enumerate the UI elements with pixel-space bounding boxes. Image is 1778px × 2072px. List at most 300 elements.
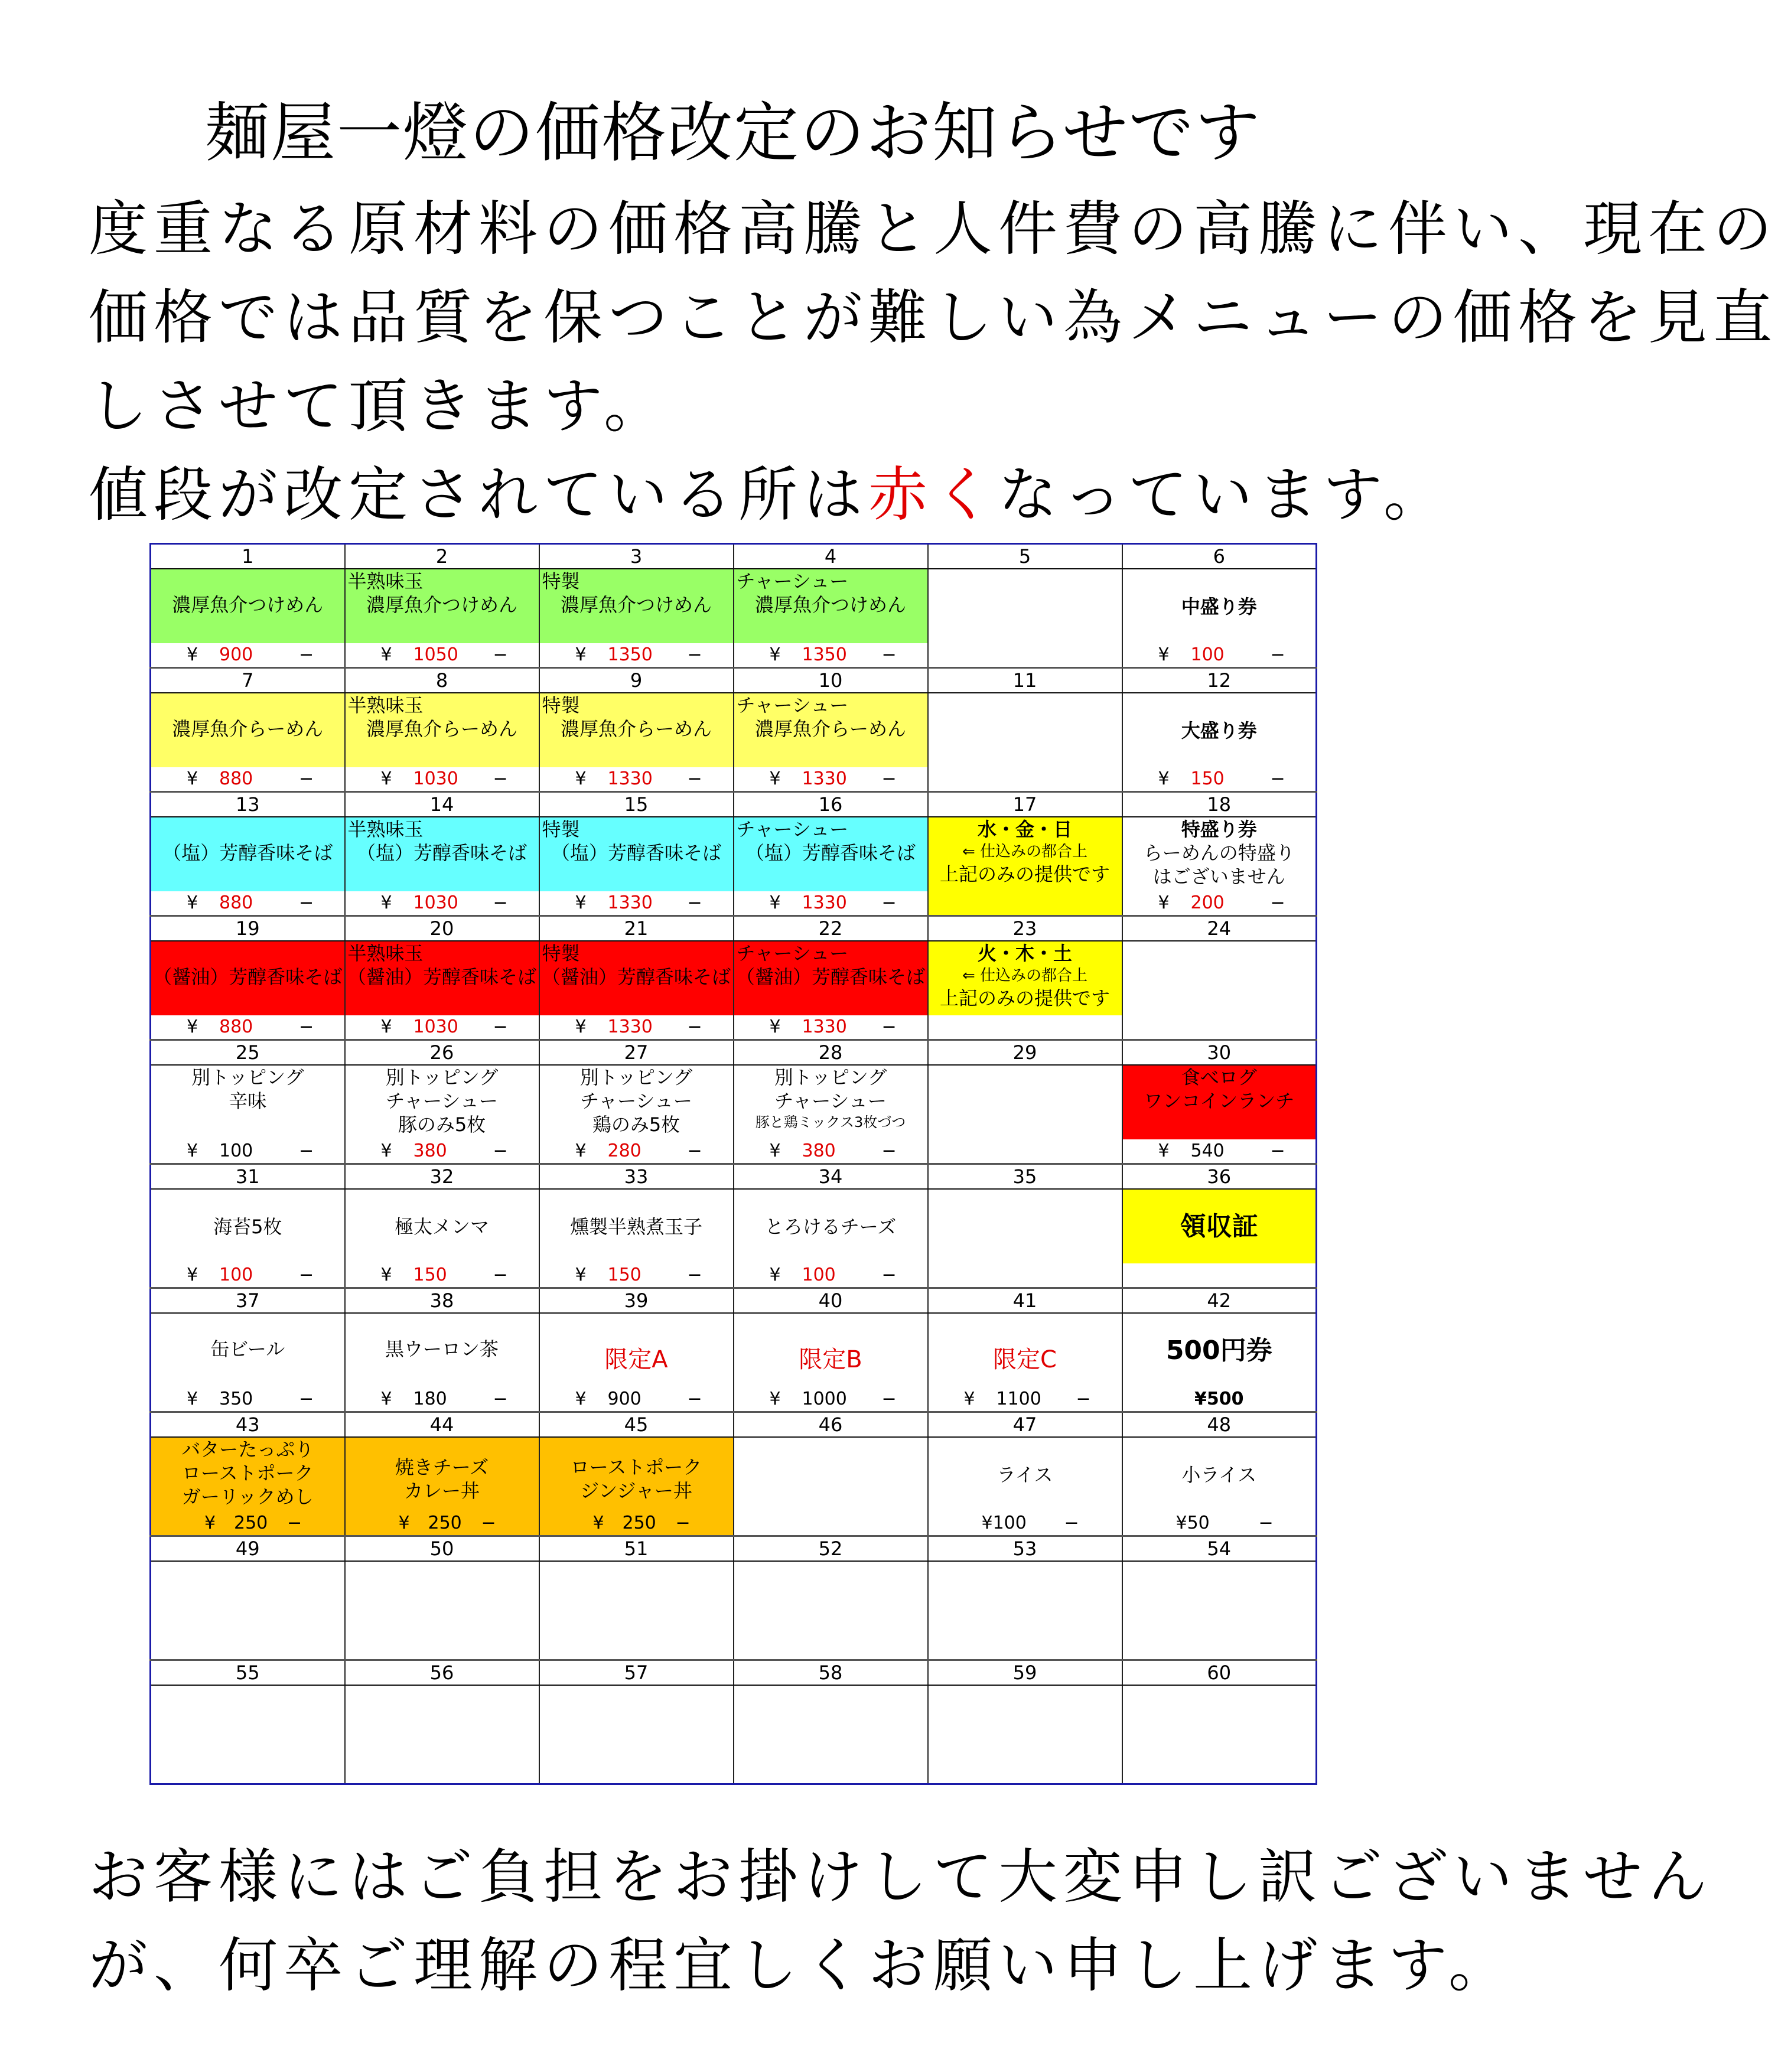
- menu-slot[interactable]: [1122, 941, 1317, 1015]
- yen-sign: ¥: [187, 768, 198, 789]
- menu-slot-number: 21: [539, 916, 734, 941]
- menu-slot[interactable]: [539, 817, 734, 891]
- yen-sign: ¥: [769, 768, 781, 789]
- menu-slot[interactable]: [539, 1313, 734, 1387]
- menu-slot-number: 26: [345, 1040, 539, 1066]
- price-dash: −: [1270, 892, 1285, 913]
- yen-sign: ¥: [380, 1265, 392, 1285]
- menu-price: [151, 891, 345, 916]
- price-dash: −: [299, 1141, 314, 1161]
- menu-slot-number: 46: [734, 1412, 928, 1438]
- menu-item-line: 別トッピング: [579, 1066, 693, 1089]
- menu-item-text: [1123, 817, 1316, 888]
- menu-price: [1122, 643, 1317, 668]
- menu-slot[interactable]: [151, 1189, 345, 1263]
- menu-item-name: ライス: [997, 1463, 1053, 1486]
- menu-item-name: （醤油）芳醇香味そば: [541, 966, 731, 988]
- menu-price-row: [151, 891, 1317, 916]
- menu-slot[interactable]: [734, 1189, 928, 1263]
- menu-item-name: 500円券: [1165, 1335, 1272, 1366]
- menu-slot-number: 14: [345, 792, 539, 817]
- price-amount: 380: [413, 1141, 447, 1161]
- menu-price: [345, 643, 539, 668]
- menu-price: [539, 1760, 734, 1784]
- menu-price: [734, 767, 928, 792]
- menu-slot[interactable]: [1122, 569, 1317, 643]
- menu-price: [928, 891, 1122, 916]
- menu-item-line: 豚と鶏ミックス3枚づつ: [755, 1114, 906, 1131]
- menu-slot[interactable]: [151, 693, 345, 767]
- menu-item-row: [151, 1065, 1317, 1139]
- menu-price: [151, 1387, 345, 1412]
- menu-price: [734, 1263, 928, 1288]
- menu-slot[interactable]: [345, 1561, 539, 1636]
- menu-slot[interactable]: [1122, 1313, 1317, 1387]
- menu-slot[interactable]: [928, 1065, 1122, 1139]
- menu-number-row: [151, 1040, 1317, 1066]
- menu-item-text: [151, 1438, 344, 1509]
- menu-item-prefix: 特製: [542, 818, 580, 840]
- menu-price: [1122, 1387, 1317, 1412]
- menu-slot[interactable]: [151, 1437, 345, 1511]
- menu-slot-number: 16: [734, 792, 928, 817]
- menu-item-name: （塩）芳醇香味そば: [356, 842, 527, 864]
- menu-number-row: [151, 1288, 1317, 1314]
- menu-item-line: 辛味: [229, 1090, 267, 1112]
- price-amount: 540: [1190, 1141, 1225, 1161]
- menu-slot-number: 18: [1122, 792, 1317, 817]
- menu-slot[interactable]: [734, 1685, 928, 1760]
- menu-slot[interactable]: [734, 1313, 928, 1387]
- price-amount: 1330: [607, 768, 653, 789]
- menu-slot[interactable]: [539, 1685, 734, 1760]
- menu-number-row: [151, 1412, 1317, 1438]
- menu-price: [734, 891, 928, 916]
- yen-sign: ¥: [575, 644, 587, 665]
- menu-item-name: とろけるチーズ: [764, 1215, 897, 1238]
- menu-slot[interactable]: [345, 1437, 539, 1511]
- menu-slot[interactable]: [734, 941, 928, 1015]
- menu-slot[interactable]: [539, 1189, 734, 1263]
- menu-item-text: [540, 1455, 733, 1503]
- menu-slot[interactable]: [539, 1437, 734, 1511]
- price-amount: 1330: [802, 1017, 847, 1037]
- intro-line-3: しさせて頂きます。: [89, 372, 669, 441]
- menu-price-row: [151, 1511, 1317, 1536]
- menu-slot[interactable]: [539, 941, 734, 1015]
- menu-slot-number: 33: [539, 1164, 734, 1190]
- menu-slot-number: 7: [151, 668, 345, 693]
- price-amount: 280: [607, 1141, 641, 1161]
- menu-item-name: 濃厚魚介らーめん: [754, 718, 906, 740]
- menu-item-line: ジンジャー丼: [580, 1480, 692, 1502]
- price-amount: 150: [607, 1265, 641, 1285]
- menu-slot[interactable]: [734, 817, 928, 891]
- menu-slot-number: 22: [734, 916, 928, 941]
- price-dash: −: [881, 1141, 897, 1161]
- menu-slot-number: 20: [345, 916, 539, 941]
- menu-item-text: [734, 1314, 927, 1387]
- menu-item-name: 黒ウーロン茶: [385, 1338, 499, 1360]
- menu-slot-number: 6: [1122, 544, 1317, 569]
- price-dash: −: [881, 1017, 897, 1037]
- menu-slot[interactable]: [539, 569, 734, 643]
- menu-item-text: [540, 1314, 733, 1387]
- menu-slot[interactable]: [1122, 1065, 1317, 1139]
- menu-slot-number: 31: [151, 1164, 345, 1190]
- menu-slot[interactable]: [345, 1189, 539, 1263]
- price-dash: −: [687, 768, 702, 789]
- menu-item-line: チャーシュー: [580, 1090, 692, 1112]
- menu-price: [734, 1015, 928, 1040]
- menu-slot[interactable]: [734, 693, 928, 767]
- menu-slot-number: 49: [151, 1536, 345, 1562]
- menu-price: [345, 1263, 539, 1288]
- menu-item-text: [734, 1066, 927, 1132]
- menu-price: [734, 1760, 928, 1784]
- price-dash: −: [299, 1265, 314, 1285]
- menu-slot-number: 60: [1122, 1660, 1317, 1686]
- menu-item-line: バターたっぷり: [181, 1438, 314, 1461]
- menu-slot[interactable]: [1122, 1561, 1317, 1636]
- price-dash: −: [675, 1513, 691, 1533]
- yen-sign: ¥: [769, 1265, 781, 1285]
- menu-slot[interactable]: [151, 941, 345, 1015]
- menu-item-name: 中盛り券: [1181, 595, 1257, 618]
- menu-item-prefix: 特製: [542, 694, 580, 716]
- menu-item-prefix: チャーシュー: [736, 818, 849, 840]
- price-dash: −: [493, 1141, 508, 1161]
- menu-item-name: 濃厚魚介つけめん: [754, 594, 906, 616]
- menu-price: [345, 1760, 539, 1784]
- menu-slot[interactable]: [1122, 1437, 1317, 1511]
- price-dash: −: [1270, 1141, 1285, 1161]
- menu-slot-number: 5: [928, 544, 1122, 569]
- price-amount: ¥500: [1194, 1389, 1244, 1409]
- menu-item-line: 上記のみの提供です: [939, 863, 1110, 885]
- menu-number-row: [151, 792, 1317, 817]
- price-amount: ¥100: [981, 1513, 1027, 1533]
- menu-slot[interactable]: [734, 1561, 928, 1636]
- menu-item-text: [346, 1455, 539, 1503]
- menu-number-row: [151, 1536, 1317, 1562]
- menu-slot-number: 29: [928, 1040, 1122, 1066]
- menu-slot[interactable]: [345, 817, 539, 891]
- price-dash: −: [481, 1513, 496, 1533]
- price-amount: 100: [1190, 644, 1225, 665]
- price-amount: 1000: [802, 1389, 847, 1409]
- menu-item-text: [151, 1190, 344, 1263]
- menu-slot[interactable]: [539, 1065, 734, 1139]
- menu-price: [151, 1760, 345, 1784]
- menu-slot[interactable]: [928, 1685, 1122, 1760]
- menu-item-text: [929, 1314, 1122, 1387]
- yen-sign: ¥: [963, 1389, 975, 1409]
- menu-item-line: 水・金・日: [977, 818, 1072, 840]
- price-amount: 200: [1190, 892, 1225, 913]
- menu-price: [539, 1139, 734, 1164]
- menu-item-line: ローストポーク: [570, 1456, 702, 1478]
- price-dash: −: [687, 892, 702, 913]
- menu-slot-number: 28: [734, 1040, 928, 1066]
- menu-item-prefix: [151, 569, 344, 593]
- menu-slot-number: 3: [539, 544, 734, 569]
- menu-slot[interactable]: [151, 817, 345, 891]
- menu-price: [928, 1511, 1122, 1536]
- menu-price-row: [151, 1760, 1317, 1784]
- menu-item-line: 別トッピング: [385, 1066, 499, 1089]
- yen-sign: ¥: [769, 1141, 781, 1161]
- yen-sign: ¥: [398, 1513, 410, 1533]
- yen-sign: ¥: [769, 644, 781, 665]
- menu-slot-number: 39: [539, 1288, 734, 1314]
- menu-slot-number: 25: [151, 1040, 345, 1066]
- menu-price-row: [151, 1387, 1317, 1412]
- price-dash: −: [299, 892, 314, 913]
- menu-price: [345, 767, 539, 792]
- yen-sign: ¥: [187, 1141, 198, 1161]
- menu-slot[interactable]: [734, 1065, 928, 1139]
- menu-slot[interactable]: [345, 941, 539, 1015]
- yen-sign: ¥: [592, 1513, 604, 1533]
- price-amount: 100: [802, 1265, 836, 1285]
- yen-sign: ¥: [1158, 644, 1170, 665]
- menu-price: [539, 643, 734, 668]
- menu-slot-number: 17: [928, 792, 1122, 817]
- price-dash: −: [299, 1017, 314, 1037]
- price-amount: 1030: [413, 768, 458, 789]
- price-dash: −: [881, 768, 897, 789]
- price-amount: 880: [219, 1017, 253, 1037]
- menu-price: [734, 1387, 928, 1412]
- menu-slot-number: 54: [1122, 1536, 1317, 1562]
- menu-slot-number: 15: [539, 792, 734, 817]
- menu-item-text: [734, 1190, 927, 1263]
- menu-slot[interactable]: [345, 1685, 539, 1760]
- price-amount: 100: [219, 1141, 253, 1161]
- intro-line-4-start: 値段が改定されている所は: [89, 460, 868, 529]
- menu-slot-number: 36: [1122, 1164, 1317, 1190]
- menu-slot-number: 53: [928, 1536, 1122, 1562]
- price-amount: 1030: [413, 892, 458, 913]
- menu-number-row: [151, 544, 1317, 569]
- menu-slot-number: 23: [928, 916, 1122, 941]
- menu-slot[interactable]: [928, 693, 1122, 767]
- price-amount: 1350: [802, 644, 847, 665]
- price-amount: 1100: [996, 1389, 1041, 1409]
- menu-price: [1122, 1263, 1317, 1288]
- menu-item-row: [151, 1561, 1317, 1636]
- menu-item-line: 食べログ: [1181, 1066, 1257, 1089]
- menu-item-name: 限定B: [799, 1346, 862, 1373]
- price-dash: −: [493, 768, 508, 789]
- yen-sign: ¥: [187, 1389, 198, 1409]
- menu-slot-number: 44: [345, 1412, 539, 1438]
- menu-price: [1122, 767, 1317, 792]
- menu-number-row: [151, 1660, 1317, 1686]
- price-dash: −: [287, 1513, 302, 1533]
- menu-slot-number: 9: [539, 668, 734, 693]
- price-amount: 880: [219, 768, 253, 789]
- yen-sign: ¥: [187, 644, 198, 665]
- menu-price: [539, 1511, 734, 1536]
- price-amount: ¥50: [1175, 1513, 1210, 1533]
- menu-slot[interactable]: [345, 1313, 539, 1387]
- yen-sign: ¥: [380, 1389, 392, 1409]
- menu-price: [151, 1139, 345, 1164]
- page-title: 麺屋一燈の価格改定のお知らせです: [204, 95, 1261, 171]
- intro-line-1: 度重なる原材料の価格高騰と人件費の高騰に伴い、現在の: [89, 194, 1778, 263]
- menu-slot[interactable]: [151, 1065, 345, 1139]
- menu-item-name: 濃厚魚介らーめん: [560, 718, 712, 740]
- menu-item-line: 豚のみ5枚: [398, 1113, 486, 1136]
- menu-item-name: （醤油）芳醇香味そば: [153, 966, 343, 988]
- menu-item-line: 上記のみの提供です: [939, 987, 1110, 1009]
- menu-slot-number: 45: [539, 1412, 734, 1438]
- menu-number-row: [151, 916, 1317, 941]
- yen-sign: ¥: [769, 892, 781, 913]
- menu-item-line: 鶏のみ5枚: [592, 1113, 680, 1136]
- menu-item-text: [1123, 1314, 1316, 1387]
- menu-item-name: 缶ビール: [210, 1338, 285, 1360]
- menu-slot[interactable]: [1122, 817, 1317, 891]
- menu-item-line: チャーシュー: [774, 1090, 887, 1112]
- price-amount: 350: [219, 1389, 253, 1409]
- menu-price: [928, 767, 1122, 792]
- menu-item-name: 領収証: [1180, 1211, 1258, 1242]
- yen-sign: ¥: [187, 1017, 198, 1037]
- menu-item-text: [929, 817, 1122, 886]
- menu-slot[interactable]: [151, 1685, 345, 1760]
- intro-line-4: [89, 460, 1448, 530]
- menu-item-name: 濃厚魚介つけめん: [560, 594, 712, 616]
- menu-item-line: ⇐ 仕込みの都合上: [962, 967, 1088, 985]
- yen-sign: ¥: [380, 1141, 392, 1161]
- menu-item-text: [1123, 693, 1316, 767]
- menu-item-text: [1123, 1190, 1316, 1263]
- menu-item-row: [151, 569, 1317, 643]
- menu-slot-number: 13: [151, 792, 345, 817]
- menu-slot[interactable]: [539, 1561, 734, 1636]
- menu-slot-number: 40: [734, 1288, 928, 1314]
- price-dash: −: [299, 1389, 314, 1409]
- menu-item-text: [929, 941, 1122, 1010]
- menu-slot[interactable]: [734, 569, 928, 643]
- menu-slot[interactable]: [151, 569, 345, 643]
- menu-slot[interactable]: [345, 1065, 539, 1139]
- yen-sign: ¥: [380, 1017, 392, 1037]
- price-amount: 880: [219, 892, 253, 913]
- price-amount: 150: [1190, 768, 1225, 789]
- yen-sign: ¥: [575, 1389, 587, 1409]
- menu-item-prefix: チャーシュー: [736, 694, 849, 716]
- menu-item-row: [151, 693, 1317, 767]
- yen-sign: ¥: [1158, 768, 1170, 789]
- menu-slot[interactable]: [928, 569, 1122, 643]
- yen-sign: ¥: [575, 1017, 587, 1037]
- menu-item-prefix: 半熟味玉: [347, 942, 424, 965]
- price-amount: 900: [607, 1389, 641, 1409]
- menu-slot[interactable]: [928, 817, 1122, 891]
- menu-item-name: 小ライス: [1181, 1463, 1257, 1486]
- menu-item-name: 濃厚魚介つけめん: [172, 594, 324, 616]
- price-amount: 1330: [802, 768, 847, 789]
- menu-item-row: [151, 1313, 1317, 1387]
- menu-slot[interactable]: [345, 569, 539, 643]
- menu-item-text: [1123, 1438, 1316, 1511]
- menu-slot[interactable]: [928, 1437, 1122, 1511]
- menu-item-text: [1123, 1066, 1316, 1113]
- price-dash: −: [299, 644, 314, 665]
- menu-price: [345, 1511, 539, 1536]
- menu-item-name: （塩）芳醇香味そば: [551, 842, 721, 864]
- menu-price: [539, 1015, 734, 1040]
- price-dash: −: [1270, 644, 1285, 665]
- menu-slot-number: 24: [1122, 916, 1317, 941]
- menu-slot[interactable]: [151, 1313, 345, 1387]
- price-dash: −: [687, 1265, 702, 1285]
- menu-slot[interactable]: [734, 1437, 928, 1511]
- menu-item-name: 濃厚魚介つけめん: [366, 594, 517, 616]
- menu-item-prefix: 半熟味玉: [347, 694, 424, 716]
- menu-slot[interactable]: [539, 693, 734, 767]
- menu-item-name: 海苔5枚: [213, 1215, 282, 1238]
- price-amount: 100: [219, 1265, 253, 1285]
- price-dash: −: [493, 1017, 508, 1037]
- menu-slot[interactable]: [1122, 1189, 1317, 1263]
- price-dash: −: [881, 892, 897, 913]
- price-dash: −: [493, 892, 508, 913]
- price-amount: 180: [413, 1389, 447, 1409]
- menu-slot-number: 32: [345, 1164, 539, 1190]
- yen-sign: ¥: [1158, 892, 1170, 913]
- intro-line-2: 価格では品質を保つことが難しい為メニューの価格を見直: [89, 283, 1778, 352]
- menu-slot[interactable]: [1122, 1685, 1317, 1760]
- price-amount: 1330: [607, 892, 653, 913]
- menu-item-line: 焼きチーズ: [395, 1456, 489, 1478]
- menu-item-line: 特盛り券: [1181, 818, 1257, 840]
- menu-price: [928, 1263, 1122, 1288]
- price-amount: 1330: [607, 1017, 653, 1037]
- menu-slot-number: 50: [345, 1536, 539, 1562]
- menu-slot[interactable]: [928, 1189, 1122, 1263]
- menu-slot[interactable]: [151, 1561, 345, 1636]
- menu-item-name: 燻製半熟煮玉子: [569, 1215, 702, 1238]
- menu-item-text: [346, 1190, 539, 1263]
- menu-slot[interactable]: [928, 1561, 1122, 1636]
- price-dash: −: [1270, 768, 1285, 789]
- menu-item-name: （塩）芳醇香味そば: [162, 842, 333, 864]
- menu-slot[interactable]: [928, 1313, 1122, 1387]
- menu-price: [1122, 1015, 1317, 1040]
- menu-item-row: [151, 1437, 1317, 1511]
- menu-price: [928, 1387, 1122, 1412]
- menu-slot-number: 10: [734, 668, 928, 693]
- menu-slot[interactable]: [345, 693, 539, 767]
- menu-slot[interactable]: [928, 941, 1122, 1015]
- menu-slot-number: 8: [345, 668, 539, 693]
- intro-red-highlight: 赤く: [868, 460, 998, 529]
- price-dash: −: [1258, 1513, 1274, 1533]
- menu-slot[interactable]: [1122, 693, 1317, 767]
- menu-price: [1122, 891, 1317, 916]
- yen-sign: ¥: [204, 1513, 216, 1533]
- menu-price: [539, 1263, 734, 1288]
- price-amount: 250: [234, 1513, 268, 1533]
- menu-slot-number: 51: [539, 1536, 734, 1562]
- price-amount: 900: [219, 644, 253, 665]
- menu-item-text: [1123, 569, 1316, 643]
